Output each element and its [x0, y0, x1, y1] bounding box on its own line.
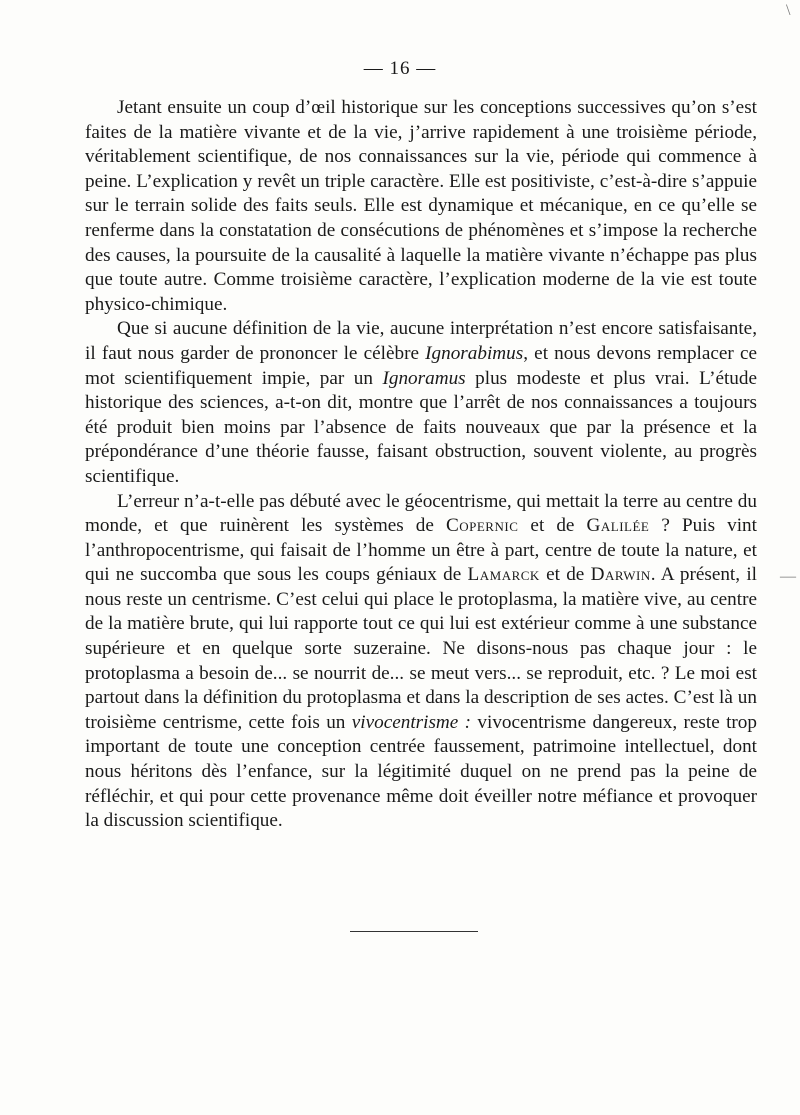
end-rule: [350, 931, 478, 932]
text-run: L’erreur n’a-t-elle pas débuté avec le géocentrisme, qui mettait la terre au centre du monde, et que ruinèrent les systèmes de: [85, 490, 757, 537]
text-run: . A présent, il nous reste un centrisme. C’est celui qui place le protoplasma, la matière vive, au centre de la matière brute, qui lui rapporte tout ce qui lui est extérieur comme à une substance supérieure et en quelque sorte suzeraine. Ne disons-nous pas chaque jour : le protoplasma a besoin de... se nourrit de... se meut vers... se reproduit, etc. ? Le moi est partout dans la définition du protoplasma et dans la description de ses actes. C’est là un troisième centrisme, cette fois un: [85, 564, 757, 733]
italic-term: Ignoramus: [382, 367, 466, 389]
body-text: [85, 96, 757, 834]
text-run: Que si aucune définition de la vie, aucune interprétation n’est encore satisfaisante, il faut nous garder de prononcer le célèbre: [85, 318, 757, 364]
proper-name: Lamarck: [467, 564, 540, 586]
text-run: vivocentrisme dangereux, reste trop important de toute une conception centrée faussement, patrimoine intellectuel, dont nous héritons dès l’enfance, sur la légitimité duquel on ne prend pas la peine de réfléchir, et qui pour cette provenance même doit éveiller notre méfiance et provoquer la discussion scientifique.: [85, 711, 757, 832]
proper-name: Darwin: [590, 564, 651, 586]
text-run: Jetant ensuite un coup d’œil historique sur les conceptions successives qu’on s’est faites de la matière vivante et de la vie, j’arrive rapidement à une troisième période, véritablement scientifique, de nos connaissances sur la vie, période qui commence à peine. L’explication y revêt un triple caractère. Elle est positiviste, c’est-à-dire s’appuie sur le terrain solide des faits seuls. Elle est dynamique et mécanique, en ce qu’elle se renferme dans la constatation de consécutions de phénomènes et s’impose la recherche des causes, la poursuite de la causalité à laquelle la matière vivante n’échappe pas plus que toute autre. Comme troisième caractère, l’explication moderne de la vie est toute physico-chimique.: [85, 97, 757, 315]
paragraph: [85, 96, 757, 317]
proper-name: Copernic: [445, 515, 519, 537]
text-run: ? Puis vint l’anthropocentrisme, qui faisait de l’homme un être à part, centre de toute la nature, et qui ne succomba que sous les coups géniaux de: [85, 515, 757, 586]
text-run: , et nous devons remplacer ce mot scientifiquement impie, par un: [85, 342, 757, 389]
text-run: plus modeste et plus vrai. L’étude historique des sciences, a-t-on dit, montre que l’arrêt de nos connaissances a toujours été produit bien moins par l’absence de faits nouveaux que par la présence et la prépondérance d’une théorie fausse, faisant obstruction, souvent violente, au progrès scientifique.: [85, 367, 758, 487]
proper-name: Galilée: [586, 515, 650, 537]
text-run: et de: [539, 564, 591, 586]
page-number: — 16 —: [363, 58, 437, 79]
italic-term: vivocentrisme :: [351, 711, 472, 733]
margin-mark: \: [786, 2, 791, 19]
margin-mark: —: [780, 568, 796, 585]
text-run: et de: [518, 515, 587, 537]
italic-term: Ignorabimus: [425, 342, 524, 364]
paragraph: [85, 317, 757, 489]
paragraph: [85, 490, 757, 834]
